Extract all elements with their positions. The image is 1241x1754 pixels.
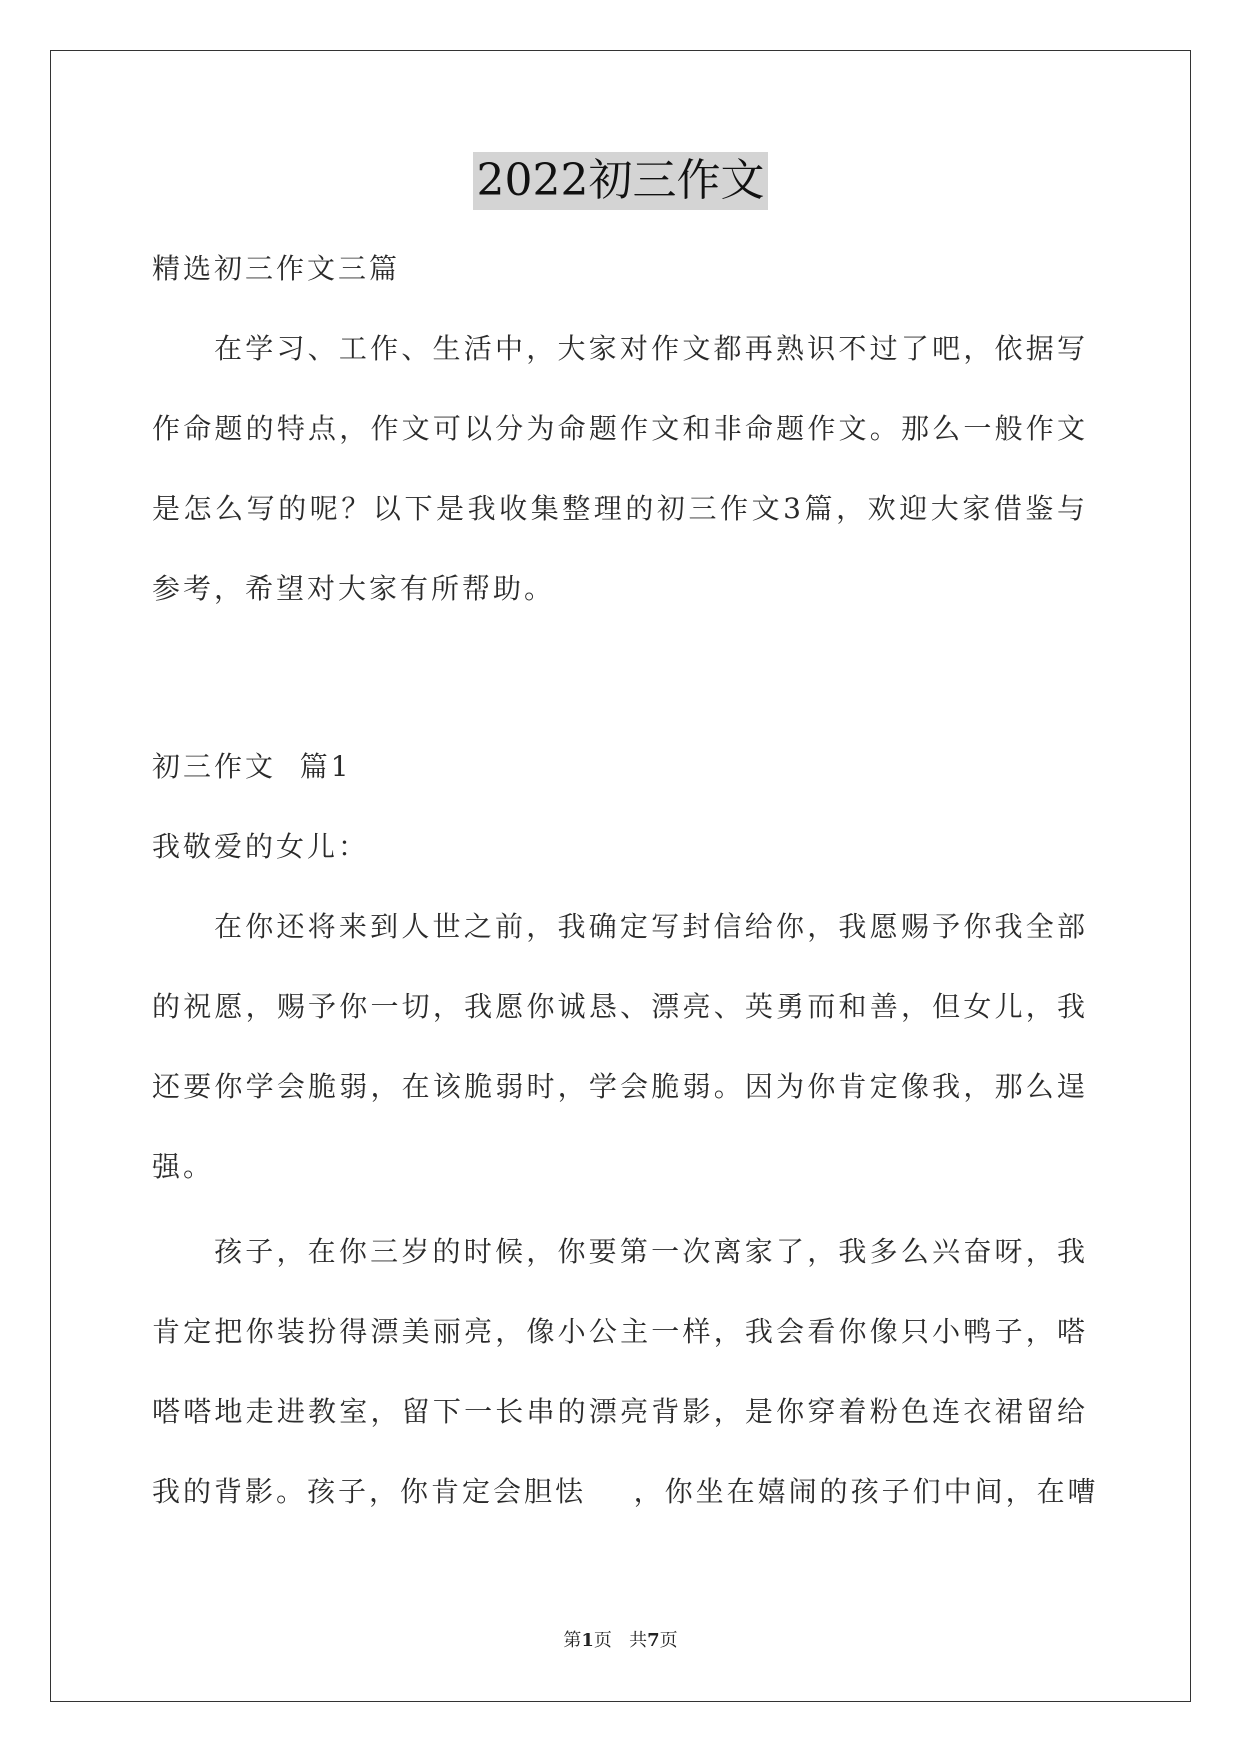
paragraph-line: 作命题的特点，作文可以分为命题作文和非命题作文。那么一般作文 bbox=[152, 412, 1088, 445]
paragraph-line: 肯定把你装扮得漂美丽亮，像小公主一样，我会看你像只小鸭子，嗒 bbox=[152, 1315, 1088, 1348]
letter-paragraph-1 bbox=[152, 887, 1088, 1207]
paragraph-line: 在你还将来到人世之前，我确定写封信给你，我愿赐予你我全部 bbox=[214, 910, 1088, 943]
footer-page-mid: 页 共 bbox=[593, 1630, 648, 1651]
intro-paragraph bbox=[152, 309, 1088, 629]
paragraph-line: 参考，希望对大家有所帮助。 bbox=[152, 572, 556, 605]
page-footer bbox=[0, 1626, 1241, 1652]
subtitle-text: 精选初三作文三篇 bbox=[152, 252, 401, 285]
letter-paragraph-2 bbox=[152, 1212, 1099, 1532]
paragraph-line: 嗒嗒地走进教室，留下一长串的漂亮背影，是你穿着粉色连衣裙留给 bbox=[152, 1395, 1088, 1428]
paragraph-line: 的祝愿，赐予你一切，我愿你诚恳、漂亮、英勇而和善，但女儿，我 bbox=[152, 990, 1088, 1023]
document-title bbox=[0, 152, 1241, 210]
section-heading-text: 初三作文 篇1 bbox=[152, 750, 352, 783]
footer-page-prefix: 第 bbox=[563, 1630, 582, 1651]
document-title-text: 2022初三作文 bbox=[473, 152, 769, 210]
paragraph-line: 我的背影。孩子，你肯定会胆怯 ，你坐在嬉闹的孩子们中间，在嘈 bbox=[152, 1475, 1099, 1508]
paragraph-line: 孩子，在你三岁的时候，你要第一次离家了，我多么兴奋呀，我 bbox=[214, 1235, 1088, 1268]
paragraph-line: 强。 bbox=[152, 1150, 215, 1183]
paragraph-line: 在学习、工作、生活中，大家对作文都再熟识不过了吧，依据写 bbox=[214, 332, 1088, 365]
document-subtitle bbox=[152, 229, 1088, 309]
footer-page-total: 7 bbox=[647, 1630, 660, 1651]
footer-page-number: 1 bbox=[581, 1630, 594, 1651]
letter-salutation bbox=[152, 807, 1088, 887]
section-heading bbox=[152, 727, 1088, 807]
footer-page-suffix: 页 bbox=[659, 1630, 678, 1651]
paragraph-line: 是怎么写的呢？以下是我收集整理的初三作文3篇，欢迎大家借鉴与 bbox=[152, 492, 1088, 525]
salutation-text: 我敬爱的女儿： bbox=[152, 830, 370, 863]
paragraph-line: 还要你学会脆弱，在该脆弱时，学会脆弱。因为你肯定像我，那么逞 bbox=[152, 1070, 1088, 1103]
